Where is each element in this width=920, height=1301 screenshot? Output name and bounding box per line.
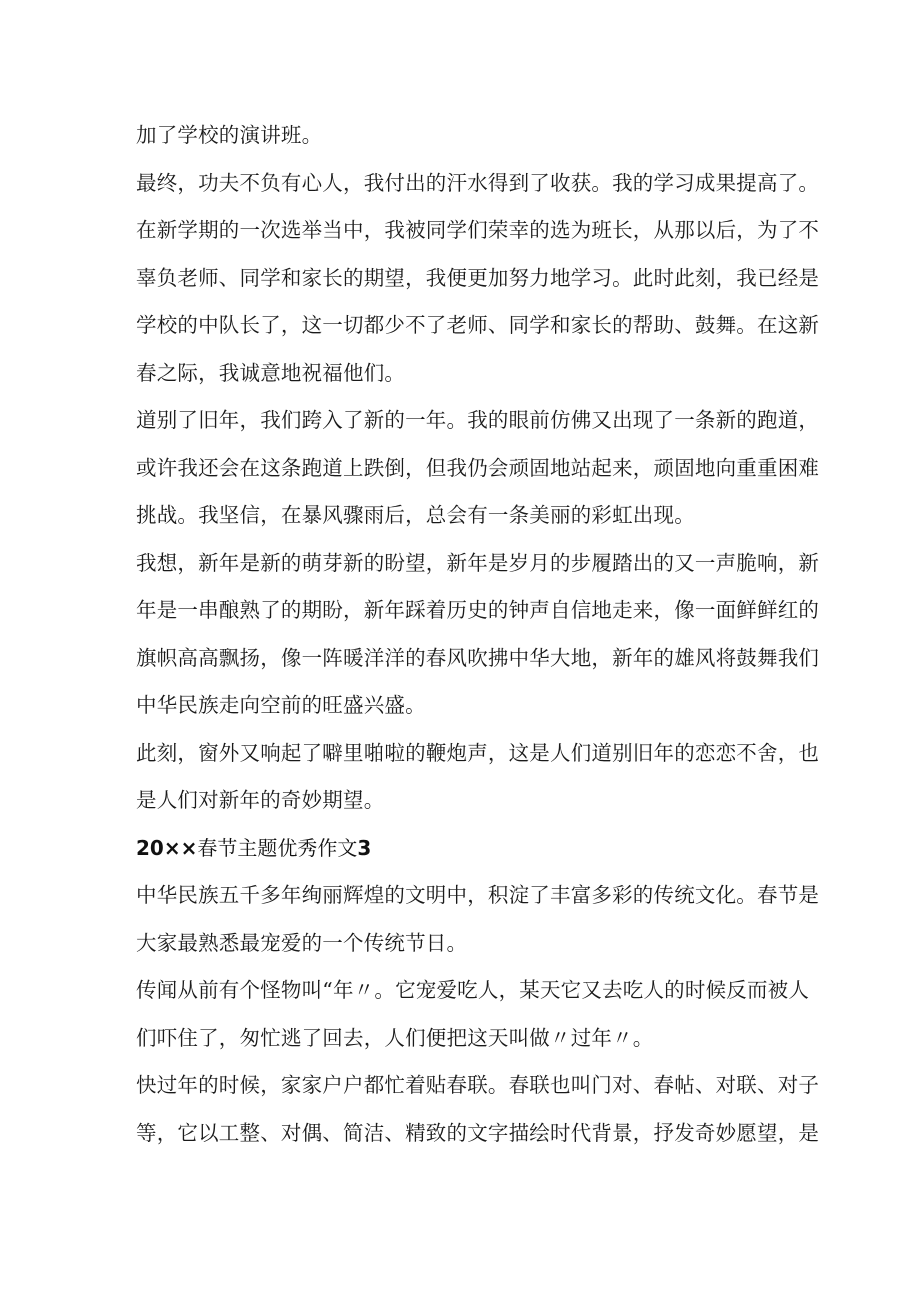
paragraph [136, 1062, 820, 1157]
text-line: 大家最熟悉最宠爱的一个传统节日。 [136, 930, 468, 955]
text-line: 们吓住了，匆忙逃了回去，人们便把这天叫做〃过年〃。 [136, 1025, 654, 1050]
paragraph [136, 730, 820, 825]
heading-number: 3 [357, 835, 372, 860]
text-line: 旗帜高高飘扬，像一阵暖洋洋的春风吹拂中华大地，新年的雄风将鼓舞我们 [136, 645, 820, 670]
section-heading [136, 825, 796, 873]
text-line: 加了学校的演讲班。 [136, 123, 323, 147]
heading-title: 春节主题优秀作文 [197, 835, 358, 860]
text-line: 中华民族走向空前的旺盛兴盛。 [136, 693, 426, 717]
heading-prefix: 20×× [136, 835, 198, 860]
text-line: 辜负老师、同学和家长的期望，我便更加努力地学习。此时此刻，我已经是 [136, 265, 820, 290]
text-line: 年是一串酿熟了的期盼，新年踩着历史的钟声自信地走来，像一面鲜鲜红的 [136, 598, 820, 622]
paragraph [136, 872, 820, 967]
text-line: 道别了旧年，我们跨入了新的一年。我的眼前仿佛又出现了一条新的跑道， [136, 408, 820, 432]
paragraph [136, 967, 810, 1062]
paragraph [136, 540, 820, 730]
paragraph [136, 112, 796, 160]
text-line: 中华民族五千多年绚丽辉煌的文明中，积淀了丰富多彩的传统文化。春节是 [136, 883, 820, 907]
text-line: 学校的中队长了，这一切都少不了老师、同学和家长的帮助、鼓舞。在这新 [136, 313, 820, 337]
text-line: 或许我还会在这条跑道上跌倒，但我仍会顽固地站起来，顽固地向重重困难 [136, 455, 820, 480]
text-line: 传闻从前有个怪物叫“年〃。它宠爱吃人，某天它又去吃人的时候反而被人 [136, 978, 810, 1002]
text-line: 此刻，窗外又响起了噼里啪啦的鞭炮声，这是人们道别旧年的恋恋不舍，也 [136, 740, 820, 765]
text-line: 是人们对新年的奇妙期望。 [136, 788, 385, 812]
text-line: 春之际，我诚意地祝福他们。 [136, 360, 406, 385]
paragraph [136, 160, 820, 398]
text-line: 我想，新年是新的萌芽新的盼望，新年是岁月的步履踏出的又一声脆响，新 [136, 550, 820, 575]
text-line: 最终，功夫不负有心人，我付出的汗水得到了收获。我的学习成果提高了。 [136, 170, 820, 195]
paragraph [136, 397, 820, 540]
text-line: 在新学期的一次选举当中，我被同学们荣幸的选为班长，从那以后，为了不 [136, 218, 820, 242]
text-line: 快过年的时候，家家户户都忙着贴春联。春联也叫门对、春帖、对联、对子 [136, 1073, 820, 1097]
text-line: 挑战。我坚信，在暴风骤雨后，总会有一条美丽的彩虹出现。 [136, 503, 695, 527]
document-body [136, 112, 820, 1157]
text-line: 等，它以工整、对偶、简洁、精致的文字描绘时代背景，抒发奇妙愿望，是 [136, 1120, 820, 1145]
